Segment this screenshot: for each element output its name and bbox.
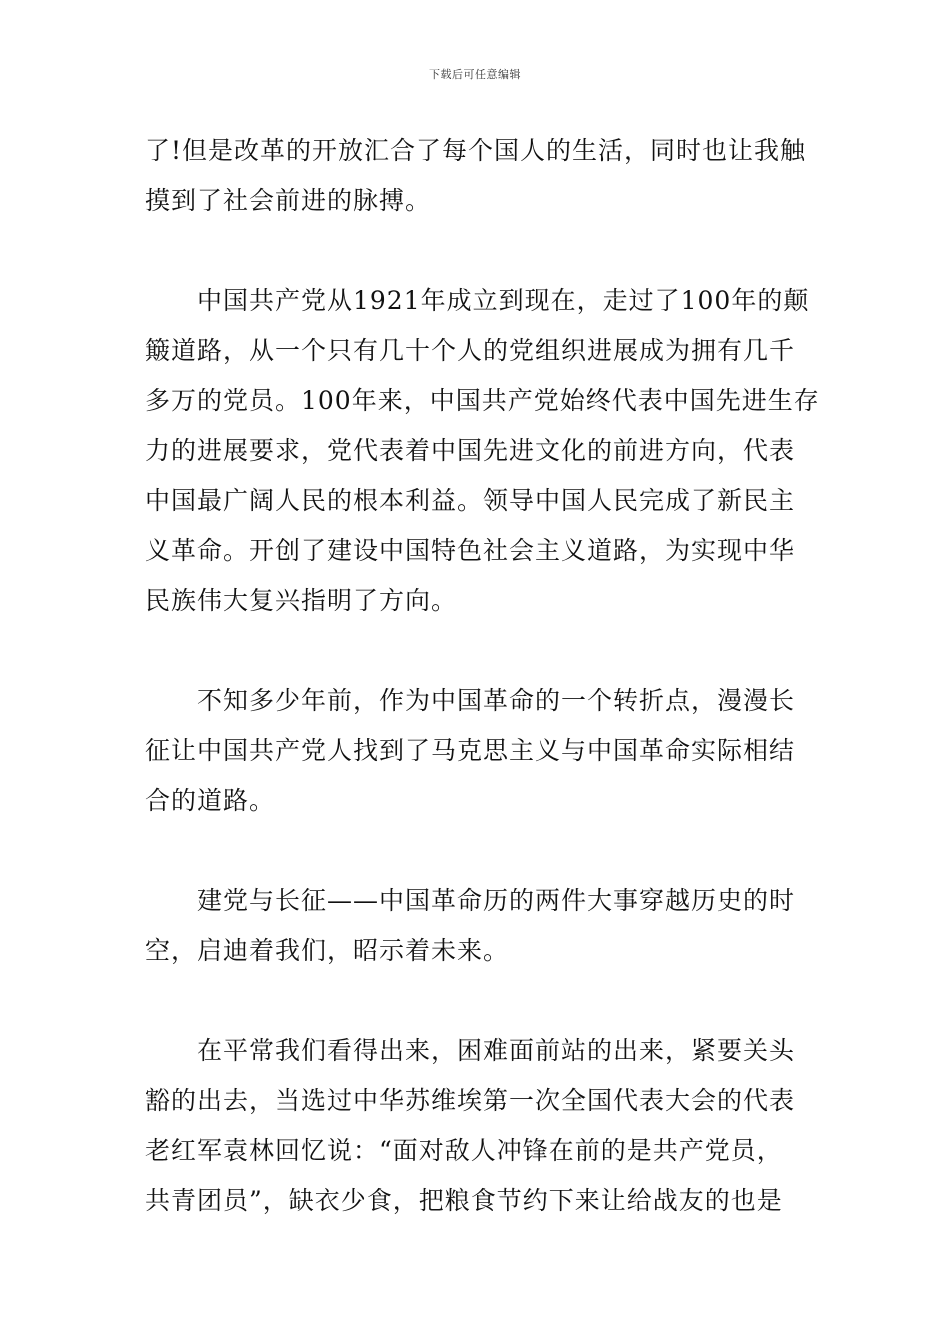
text-line: 中国共产党从1921年成立到现在，走过了100年的颠: [197, 286, 810, 315]
text-line: 簸道路，从一个只有几十个人的党组织进展成为拥有几千: [145, 336, 796, 365]
paragraph-3: [145, 676, 810, 826]
text-line: 力的进展要求，党代表着中国先进文化的前进方向，代表: [145, 436, 796, 465]
text-line: 多万的党员。100年来，中国共产党始终代表中国先进生存: [145, 386, 820, 415]
text-line: 合的道路。: [145, 786, 276, 815]
text-line: 征让中国共产党人找到了马克思主义与中国革命实际相结: [145, 736, 796, 765]
page-header: 下载后可任意编辑: [429, 68, 521, 81]
paragraph-4: [145, 876, 810, 976]
text-line: 了!但是改革的开放汇合了每个国人的生活，同时也让我触: [145, 136, 807, 165]
text-line: 在平常我们看得出来，困难面前站的出来，紧要关头: [197, 1036, 796, 1065]
text-line: 中国最广阔人民的根本利益。领导中国人民完成了新民主: [145, 486, 796, 515]
text-line: 摸到了社会前进的脉搏。: [145, 186, 432, 215]
paragraph-5: [145, 1026, 810, 1226]
text-line: 共青团员”，缺衣少食，把粮食节约下来让给战友的也是: [145, 1186, 783, 1215]
document-body: [145, 126, 820, 1276]
text-line: 空，启迪着我们，昭示着未来。: [145, 936, 510, 965]
text-line: 义革命。开创了建设中国特色社会主义道路，为实现中华: [145, 536, 796, 565]
text-line: 不知多少年前，作为中国革命的一个转折点，漫漫长: [197, 686, 796, 715]
text-line: 民族伟大复兴指明了方向。: [145, 586, 458, 615]
text-line: 豁的出去，当选过中华苏维埃第一次全国代表大会的代表: [145, 1086, 796, 1115]
paragraph-2: [145, 276, 820, 626]
text-line: 老红军袁林回忆说：“面对敌人冲锋在前的是共产党员，: [145, 1136, 783, 1165]
text-line: 建党与长征——中国革命历的两件大事穿越历史的时: [197, 886, 796, 915]
paragraph-1: [145, 126, 810, 226]
